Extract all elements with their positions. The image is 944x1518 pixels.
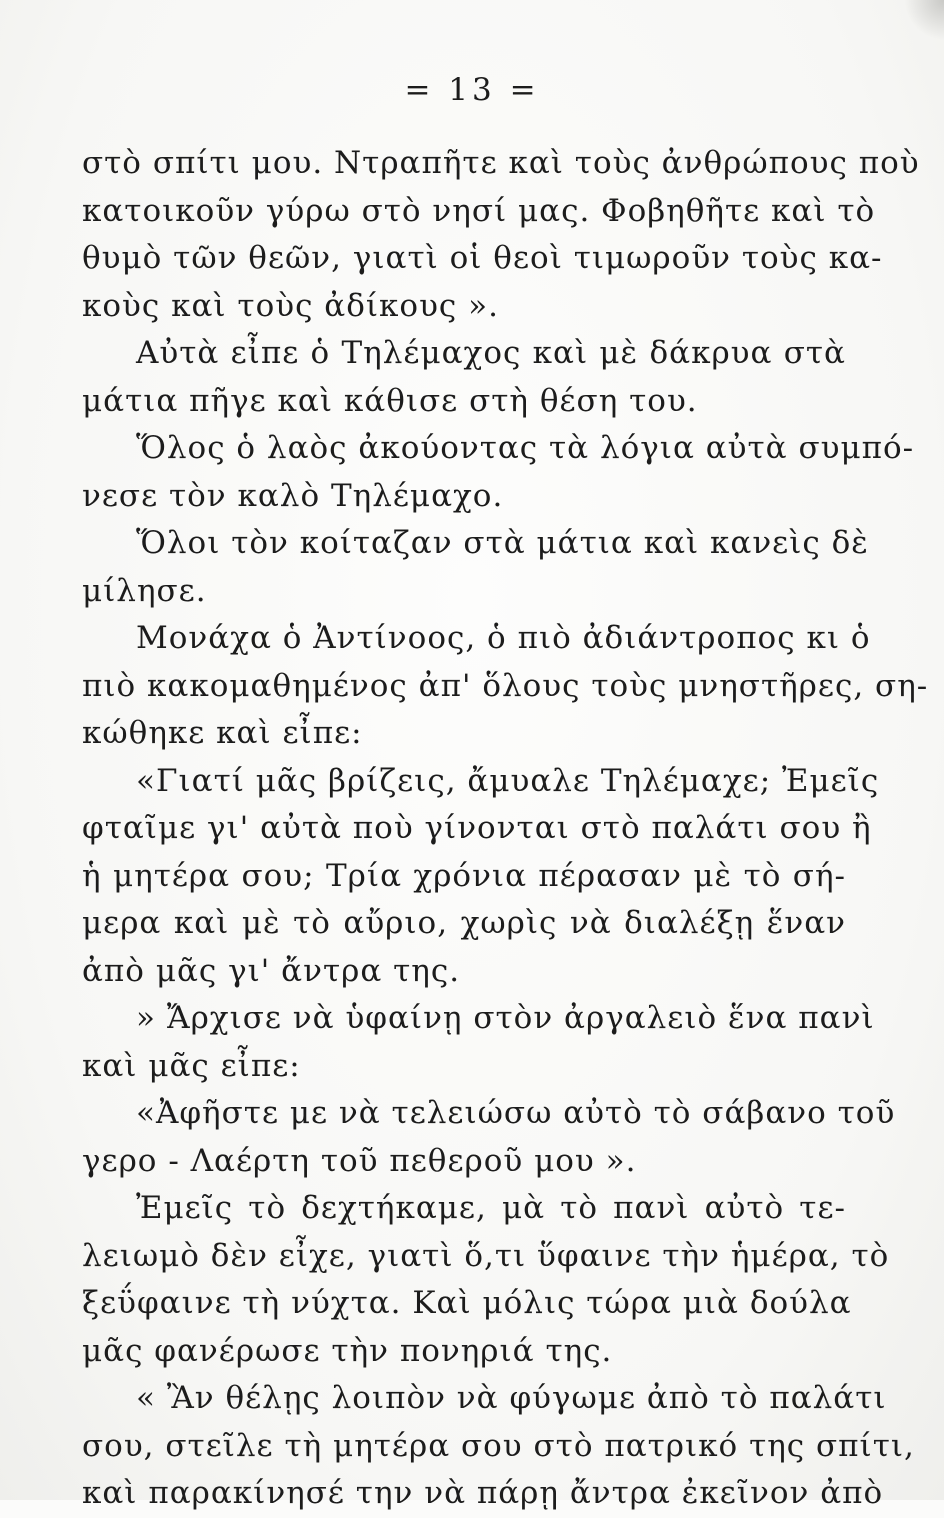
page-corner-shadow <box>904 0 944 40</box>
text-line: στὸ σπίτι μου. Ντραπῆτε καὶ τοὺς ἀνθρώπους ποὺ <box>82 145 920 181</box>
text-line: Ἐμεῖς τὸ δεχτήκαμε, μὰ τὸ πανὶ αὐτὸ τε- <box>136 1190 846 1226</box>
text-line: μάτια πῆγε καὶ κάθισε στὴ θέση του. <box>82 382 698 419</box>
text-line: ἡ μητέρα σου; Τρία χρόνια πέρασαν μὲ τὸ σή- <box>82 857 846 894</box>
text-line: λειωμὸ δὲν εἶχε, γιατὶ ὅ,τι ὕφαινε τὴν ἡμέρα, τὸ <box>82 1237 890 1274</box>
text-line: σου, στεῖλε τὴ μητέρα σου στὸ πατρικό της σπίτι, <box>82 1427 915 1464</box>
text-line: ἀπὸ μᾶς γι' ἄντρα της. <box>82 952 461 989</box>
text-line: κοὺς καὶ τοὺς ἀδίκους ». <box>82 287 499 324</box>
text-line: θυμὸ τῶν θεῶν, γιατὶ οἱ θεοὶ τιμωροῦν τοὺς κα- <box>82 240 883 276</box>
text-line: πιὸ κακομαθημένος ἀπ' ὅλους τοὺς μνηστῆρες, ση- <box>82 667 929 704</box>
text-line: νεσε τὸν καλὸ Τηλέμαχο. <box>82 477 504 514</box>
text-line: Ὅλος ὁ λαὸς ἀκούοντας τὰ λόγια αὐτὰ συμπό- <box>136 430 915 466</box>
text-line: «Γιατί μᾶς βρίζεις, ἄμυαλε Τηλέμαχε; Ἐμεῖς <box>136 762 880 799</box>
text-line: καὶ μᾶς εἶπε: <box>82 1047 301 1084</box>
text-line: Αὐτὰ εἶπε ὁ Τηλέμαχος καὶ μὲ δάκρυα στὰ <box>136 335 846 371</box>
text-line: μίλησε. <box>82 572 207 609</box>
text-line: Ὅλοι τὸν κοίταζαν στὰ μάτια καὶ κανεὶς δὲ <box>136 525 869 561</box>
text-line: κώθηκε καὶ εἶπε: <box>82 715 363 751</box>
text-line: φταῖμε γι' αὐτὰ ποὺ γίνονται στὸ παλάτι σου ἢ <box>82 810 872 846</box>
text-line: μερα καὶ μὲ τὸ αὔριο, χωρὶς νὰ διαλέξῃ ἕναν <box>82 905 846 941</box>
text-line: καὶ παρακίνησέ την νὰ πάρῃ ἄντρα ἐκεῖνον ἀπὸ <box>82 1475 884 1511</box>
text-line: κατοικοῦν γύρω στὸ νησί μας. Φοβηθῆτε καὶ τὸ <box>82 192 876 229</box>
text-line: γερο - Λαέρτη τοῦ πεθεροῦ μου ». <box>82 1142 637 1179</box>
body-text <box>82 140 929 1518</box>
page-number: = 13 = <box>404 72 540 108</box>
text-line: ξεΰφαινε τὴ νύχτα. Καὶ μόλις τώρα μιὰ δούλα <box>82 1285 852 1321</box>
text-line: «Ἀφῆστε με νὰ τελειώσω αὐτὸ τὸ σάβανο τοῦ <box>136 1095 896 1131</box>
text-line: μᾶς φανέρωσε τὴν πονηριά της. <box>82 1332 613 1369</box>
text-line: « Ἂν θέλῃς λοιπὸν νὰ φύγωμε ἀπὸ τὸ παλάτι <box>136 1380 887 1416</box>
text-line: Μονάχα ὁ Ἀντίνοος, ὁ πιὸ ἀδιάντροπος κι ὁ <box>136 620 871 656</box>
text-line: » Ἄρχισε νὰ ὑφαίνῃ στὸν ἀργαλειὸ ἕνα πανὶ <box>136 1000 875 1036</box>
